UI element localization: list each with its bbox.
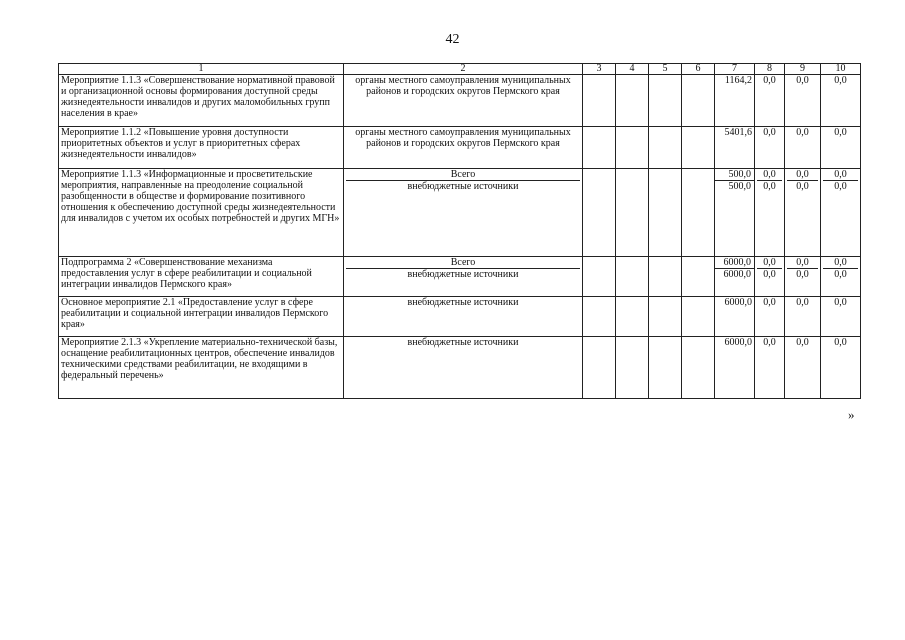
value-cell: 0,0: [823, 268, 858, 280]
header-row: [59, 64, 861, 75]
empty-cell: [649, 127, 682, 169]
value-cell: 0,0: [755, 337, 785, 399]
value-cell: 0,0: [757, 268, 782, 280]
table-row: [59, 337, 861, 399]
value-cell: 6000,0: [715, 337, 755, 399]
empty-cell: [649, 169, 682, 257]
empty-cell: [682, 75, 715, 127]
value-cell: 0,0: [834, 169, 847, 180]
col-header: 3: [583, 64, 616, 75]
table-row: [59, 169, 861, 257]
empty-cell: [649, 75, 682, 127]
empty-cell: [682, 297, 715, 337]
activity-name: Основное мероприятие 2.1 «Предоставление услуг в сфере реабилитации и социальной интеграции инвалидов Пермского края»: [59, 297, 344, 337]
col-header: 4: [616, 64, 649, 75]
empty-cell: [616, 127, 649, 169]
activity-name: Мероприятие 2.1.3 «Укрепление материально-технической базы, оснащение реабилитационных центров, обеспечение инвалидов техническими средствами реабилитации, не входящими в федеральный перечень»: [59, 337, 344, 399]
col-header: 5: [649, 64, 682, 75]
col-header: 2: [344, 64, 583, 75]
empty-cell: [649, 257, 682, 297]
empty-cell: [583, 75, 616, 127]
table-row: [59, 127, 861, 169]
col-header: 10: [821, 64, 861, 75]
value-cell: 0,0: [785, 297, 821, 337]
funding-source: внебюджетные источники: [344, 297, 583, 337]
funding-source-group: [344, 169, 583, 257]
empty-cell: [583, 337, 616, 399]
value-cell: 0,0: [763, 257, 776, 268]
activity-name: Мероприятие 1.1.3 «Совершенствование нормативной правовой и организационной основы формирования доступной среды жизнедеятельности инвалидов и других маломобильных групп населения в крае»: [59, 75, 344, 127]
empty-cell: [583, 257, 616, 297]
table-row: [59, 257, 861, 297]
value-cell: 0,0: [757, 180, 782, 192]
value-group: [715, 257, 755, 297]
empty-cell: [682, 169, 715, 257]
value-cell: 0,0: [834, 257, 847, 268]
activity-name: Мероприятие 1.1.3 «Информационные и просветительские мероприятия, направленные на преодоление социальной разобщенности в обществе и формирование позитивного отношения к обеспечению доступной среды жизнедеятельности для инвалидов с учетом их особых потребностей и других МГН»: [59, 169, 344, 257]
col-header: 6: [682, 64, 715, 75]
table-row: [59, 75, 861, 127]
value-group: [821, 257, 861, 297]
value-cell: 0,0: [763, 169, 776, 180]
empty-cell: [616, 257, 649, 297]
empty-cell: [682, 337, 715, 399]
value-cell: 0,0: [785, 75, 821, 127]
value-group: [755, 257, 785, 297]
value-cell: 0,0: [821, 297, 861, 337]
value-group: [755, 169, 785, 257]
col-header: 8: [755, 64, 785, 75]
activity-name: Подпрограмма 2 «Совершенствование механизма предоставления услуг в сфере реабилитации и социальной интеграции инвалидов Пермского края»: [59, 257, 344, 297]
empty-cell: [682, 257, 715, 297]
value-cell: 0,0: [796, 257, 809, 268]
page-number: 42: [445, 32, 460, 47]
empty-cell: [616, 297, 649, 337]
value-cell: 500,0: [728, 169, 751, 180]
funding-source: органы местного самоуправления муниципальных районов и городских округов Пермского края: [344, 75, 583, 127]
value-cell: 0,0: [785, 127, 821, 169]
funding-source-group: [344, 257, 583, 297]
col-header: 9: [785, 64, 821, 75]
empty-cell: [682, 127, 715, 169]
empty-cell: [649, 337, 682, 399]
empty-cell: [616, 75, 649, 127]
value-cell: 0,0: [755, 127, 785, 169]
value-cell: 0,0: [821, 337, 861, 399]
funding-source: внебюджетные источники: [346, 268, 580, 280]
value-cell: 6000,0: [715, 268, 754, 280]
value-cell: 6000,0: [715, 297, 755, 337]
value-cell: 500,0: [715, 180, 754, 192]
value-group: [821, 169, 861, 257]
value-cell: 0,0: [755, 75, 785, 127]
value-group: [715, 169, 755, 257]
value-cell: 0,0: [785, 337, 821, 399]
value-cell: 6000,0: [723, 257, 751, 268]
value-cell: 0,0: [755, 297, 785, 337]
funding-source: Всего: [450, 169, 476, 180]
col-header: 1: [59, 64, 344, 75]
value-group: [785, 169, 821, 257]
table-row: [59, 297, 861, 337]
value-cell: 0,0: [796, 169, 809, 180]
empty-cell: [649, 297, 682, 337]
funding-source: внебюджетные источники: [346, 180, 580, 192]
col-header: 7: [715, 64, 755, 75]
empty-cell: [616, 169, 649, 257]
value-cell: 0,0: [823, 180, 858, 192]
value-cell: 0,0: [821, 127, 861, 169]
empty-cell: [583, 127, 616, 169]
closing-quote-mark: »: [848, 407, 855, 422]
funding-source: органы местного самоуправления муниципальных районов и городских округов Пермского края: [344, 127, 583, 169]
value-cell: 5401,6: [715, 127, 755, 169]
funding-source: внебюджетные источники: [344, 337, 583, 399]
value-cell: 0,0: [787, 180, 818, 192]
value-group: [785, 257, 821, 297]
value-cell: 0,0: [787, 268, 818, 280]
program-funding-table: [58, 63, 861, 399]
empty-cell: [583, 169, 616, 257]
empty-cell: [616, 337, 649, 399]
value-cell: 1164,2: [715, 75, 755, 127]
value-cell: 0,0: [821, 75, 861, 127]
empty-cell: [583, 297, 616, 337]
activity-name: Мероприятие 1.1.2 «Повышение уровня доступности приоритетных объектов и услуг в приоритетных сферах жизнедеятельности инвалидов»: [59, 127, 344, 169]
funding-source: Всего: [450, 257, 476, 268]
